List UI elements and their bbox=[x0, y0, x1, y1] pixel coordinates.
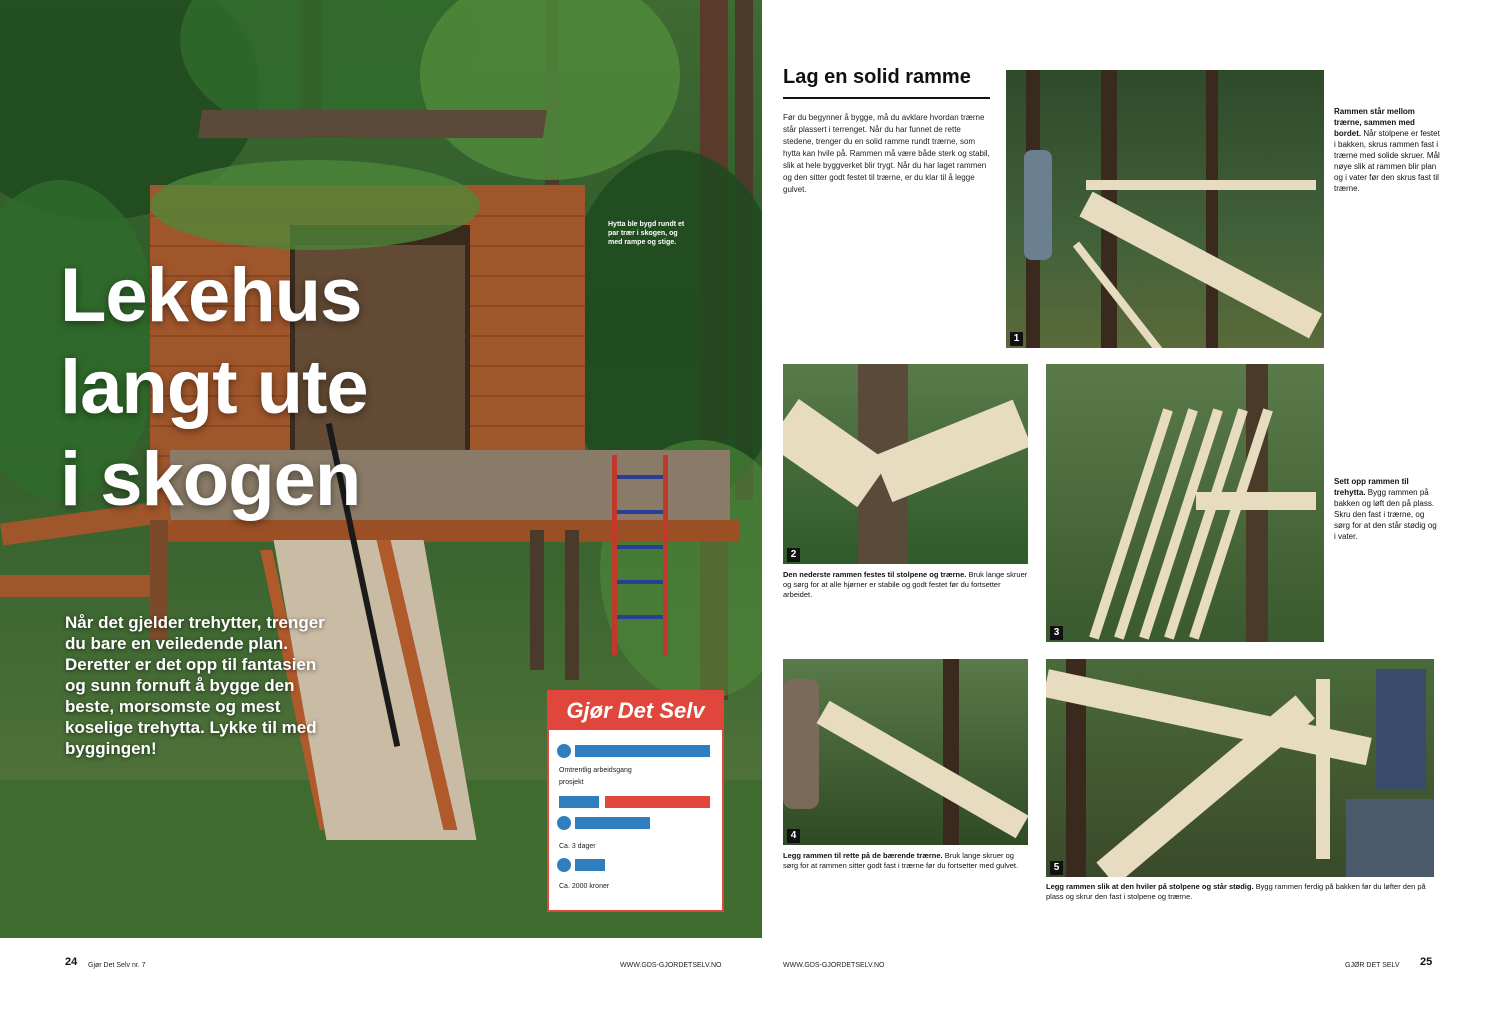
caption-4-bold: Legg rammen til rette på de bærende trærne. bbox=[783, 851, 943, 860]
diy-line-4: Ca. 2000 kroner bbox=[559, 883, 610, 890]
caption-5-text: Bygg rammen ferdig på bakken før du løfter den på plass og skrur den fast i stolpene og trærne. bbox=[1046, 882, 1426, 901]
diy-line-3: Ca. 3 dager bbox=[559, 843, 596, 850]
footer-right-text: GJØR DET SELV bbox=[1345, 962, 1400, 969]
diy-bar-a bbox=[559, 796, 599, 808]
photo-number-5: 5 bbox=[1050, 861, 1063, 875]
diy-line-2: prosjekt bbox=[559, 779, 584, 786]
footer-site-left: WWW.GDS-GJORDETSELV.NO bbox=[620, 962, 722, 969]
clock-icon bbox=[557, 744, 571, 758]
photo-number-4: 4 bbox=[787, 829, 800, 843]
caption-2 bbox=[783, 570, 1028, 600]
photo-5 bbox=[1046, 659, 1434, 877]
diy-bar-b bbox=[605, 796, 710, 808]
side-note-1-bold: Rammen står mellom trærne, sammen med bordet. bbox=[1334, 107, 1415, 138]
caption-2-text: Bruk lange skruer og sørg for at alle hjørner er stabile og godt festet før du fortsetter arbeidet. bbox=[783, 570, 1028, 599]
photo-number-2: 2 bbox=[787, 548, 800, 562]
side-note-2 bbox=[1334, 476, 1440, 542]
diy-line-1: Omtrentlig arbeidsgang bbox=[559, 767, 632, 774]
photo-number-3: 3 bbox=[1050, 626, 1063, 640]
diy-box-heading: Gjør Det Selv bbox=[549, 692, 722, 730]
caption-2-bold: Den nederste rammen festes til stolpene og trærne. bbox=[783, 570, 967, 579]
section-title: Lag en solid ramme bbox=[783, 66, 971, 88]
money-icon bbox=[557, 858, 571, 872]
side-note-1-text: Når stolpene er festet i bakken, skrus rammen fast i trærne med solide skruer. Mål nøye slik at rammen blir plan og i vater før den skrus fast til trærne. bbox=[1334, 129, 1440, 193]
page-number-right: 25 bbox=[1420, 956, 1433, 968]
side-note-1 bbox=[1334, 106, 1440, 194]
title-line-3: i skogen bbox=[60, 437, 361, 522]
caption-5 bbox=[1046, 882, 1434, 902]
photo-4 bbox=[783, 659, 1028, 845]
body-text: Før du begynner å bygge, må du avklare hvordan trærne står plassert i terrenget. Når du har funnet de rette stedene, trenger du en solid ramme rundt trærne, som hytta kan hvile på. Rammen må være både sterk og stabil, slik at hele byggverket blir trygt. Når du har laget rammen og den sitter godt festet til trærne, er du klar til å legge gulvet. bbox=[783, 113, 990, 194]
photo-3 bbox=[1046, 364, 1324, 642]
footer-site-right: WWW.GDS-GJORDETSELV.NO bbox=[783, 962, 885, 969]
diy-cost-bar bbox=[575, 859, 605, 871]
side-note-2-bold: Sett opp rammen til trehytta. bbox=[1334, 477, 1409, 497]
side-note-2-text: Bygg rammen på bakken og løft den på plass. Skru den fast i trærne, og sørg for at den står stødig og i vater. bbox=[1334, 488, 1437, 541]
title-line-2: langt ute bbox=[60, 345, 368, 430]
diy-time-bar bbox=[575, 817, 650, 829]
page-title bbox=[60, 250, 480, 526]
diy-info-box bbox=[547, 690, 724, 912]
photo-caption: Hytta ble bygd rundt et par trær i skogen, og med rampe og stige. bbox=[608, 221, 685, 246]
section-rule bbox=[783, 97, 990, 99]
caption-5-bold: Legg rammen slik at den hviler på stolpene og står stødig. bbox=[1046, 882, 1254, 891]
caption-4-text: Bruk lange skruer og sørg for at rammen sitter godt fast i trærne før du fortsetter med gulvet. bbox=[783, 851, 1019, 870]
photo-2 bbox=[783, 364, 1028, 564]
diy-difficulty-bar bbox=[575, 745, 710, 757]
page-number-left: 24 bbox=[65, 956, 78, 968]
photo-number-1: 1 bbox=[1010, 332, 1023, 346]
title-line-1: Lekehus bbox=[60, 253, 362, 338]
footer-left-text: Gjør Det Selv nr. 7 bbox=[88, 962, 146, 969]
caption-4 bbox=[783, 851, 1028, 871]
photo-1 bbox=[1006, 70, 1324, 348]
intro-text: Når det gjelder trehytter, trenger du bare en veiledende plan. Deretter er det opp til fantasien og sunn fornuft å bygge den beste, morsomste og mest koselige trehytta. Lykke til med byggingen! bbox=[65, 613, 325, 758]
time-icon bbox=[557, 816, 571, 830]
